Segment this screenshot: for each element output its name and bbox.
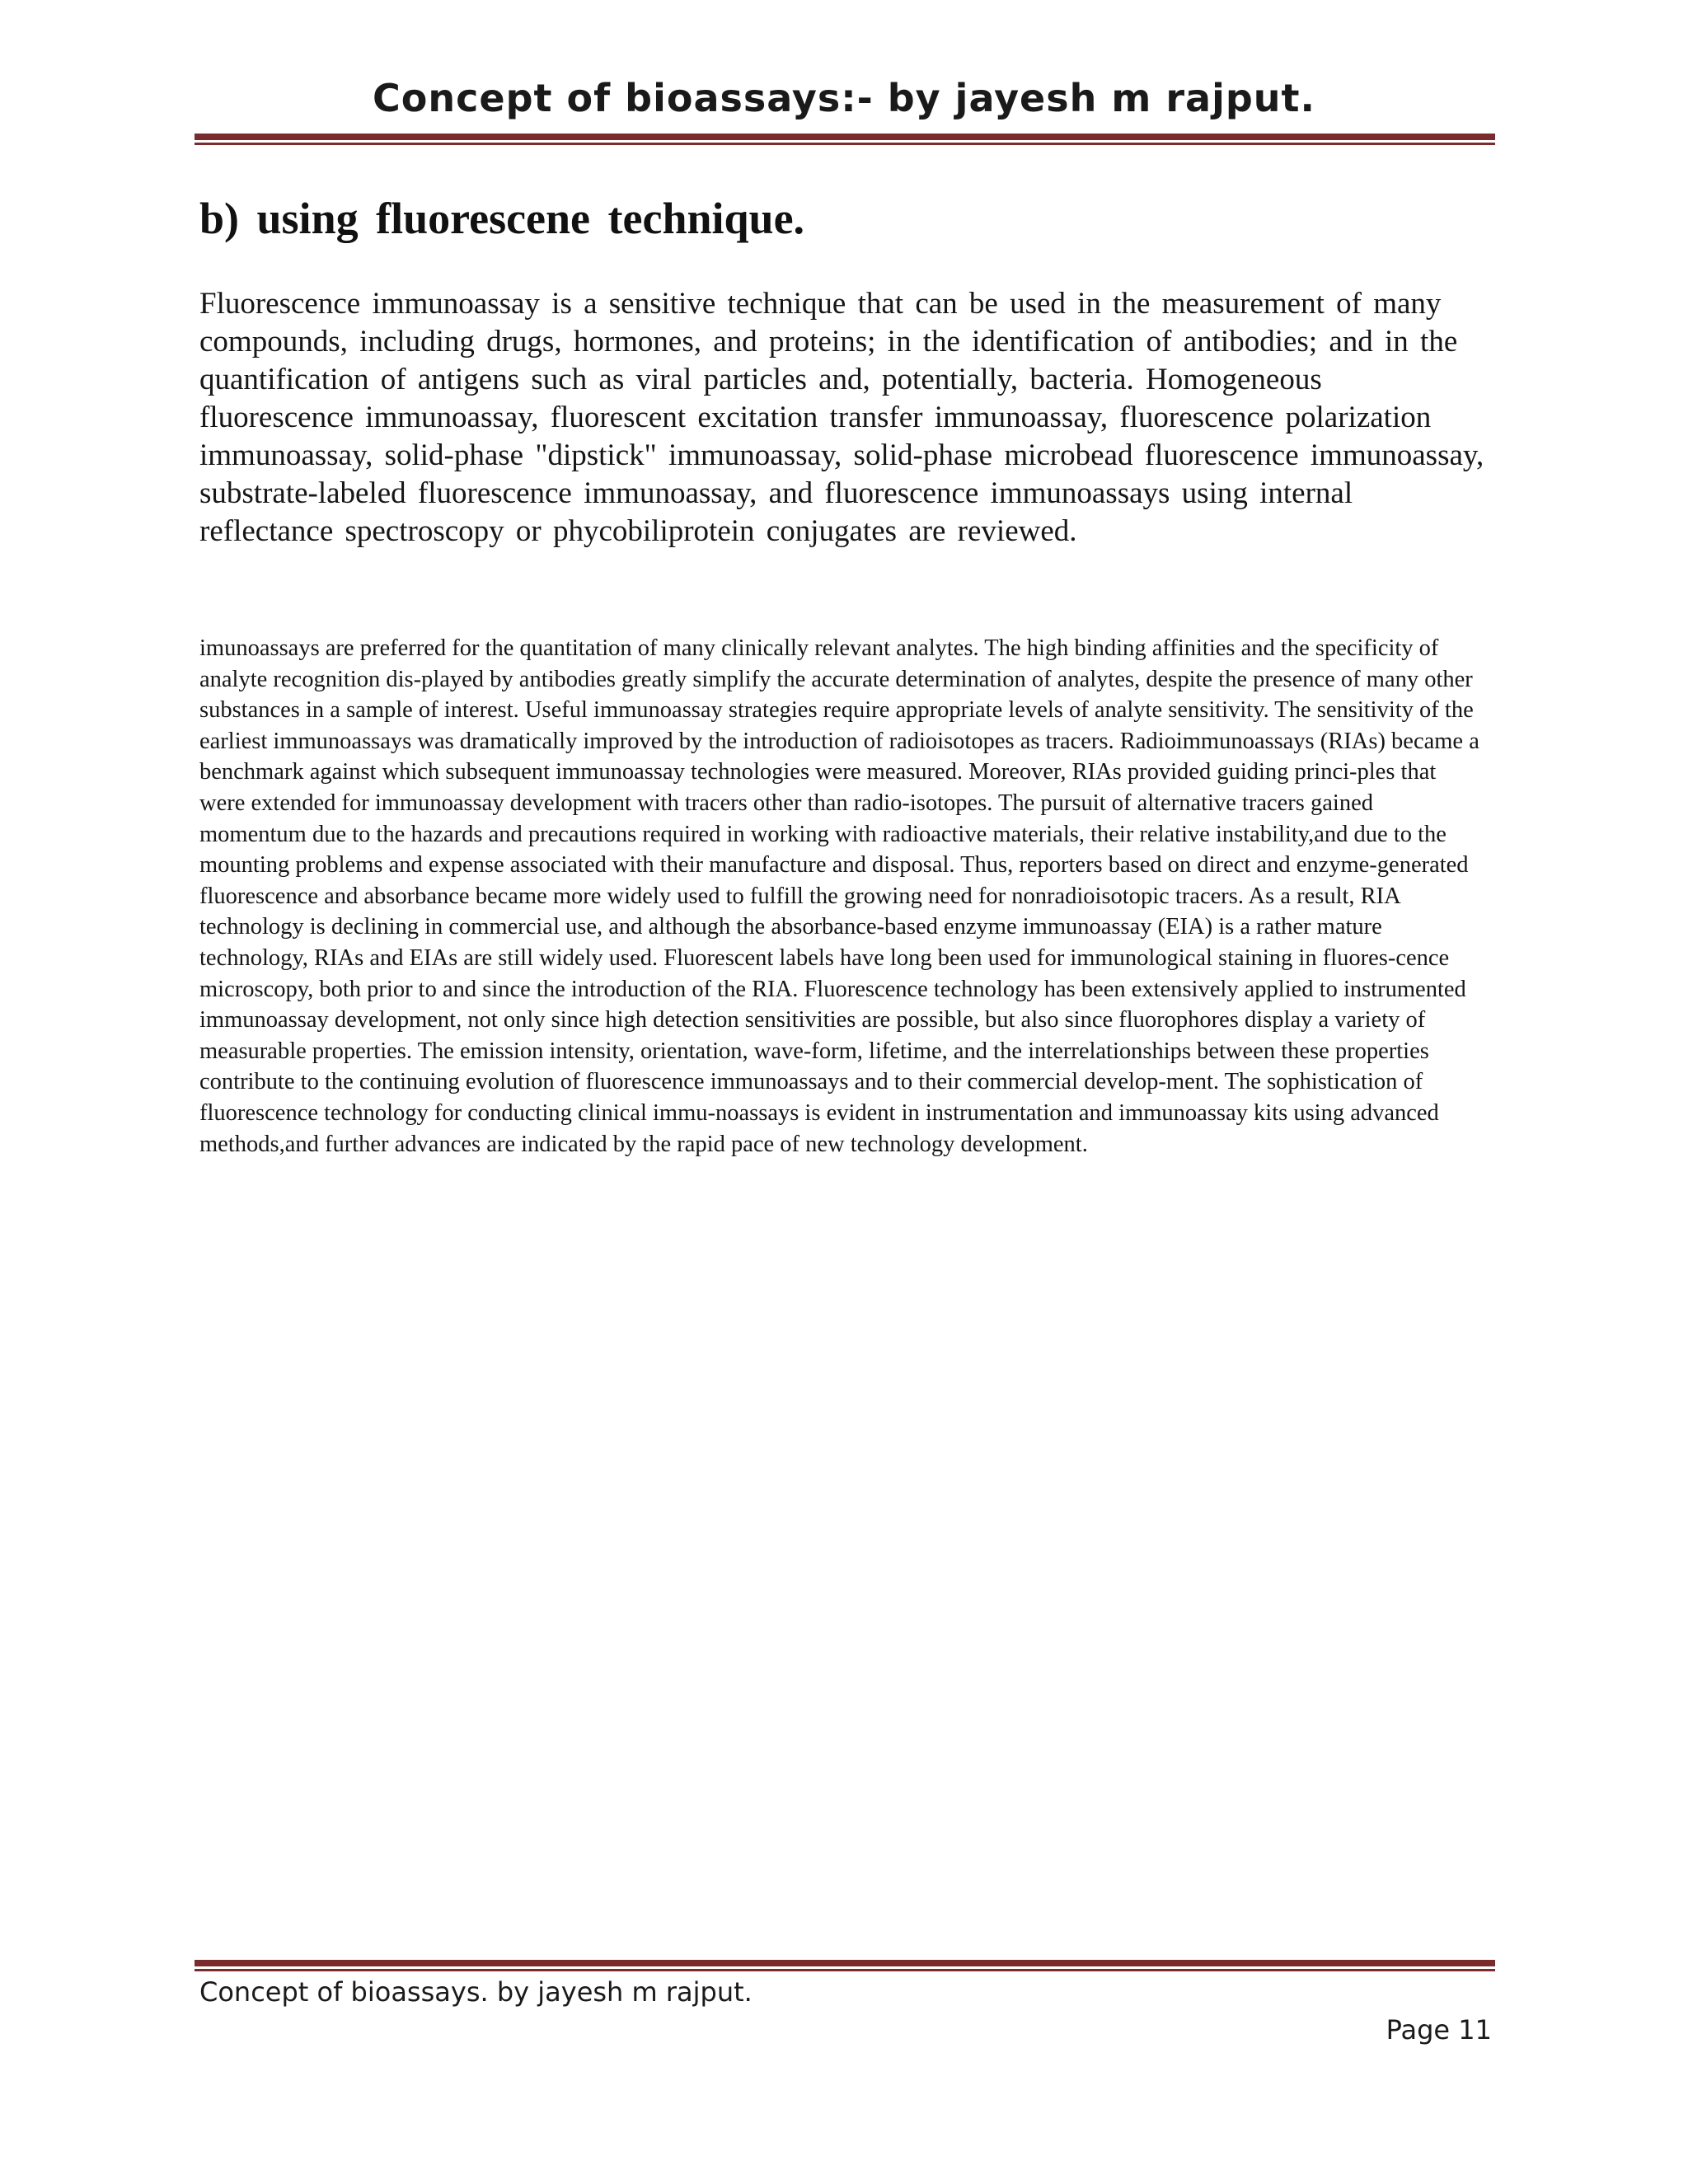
footer-text: Concept of bioassays. by jayesh m rajput. (199, 1976, 753, 2008)
page-header: Concept of bioassays:- by jayesh m rajput. (373, 76, 1315, 120)
section-heading: b) using fluorescene technique. (199, 194, 805, 243)
page-number: Page 11 (1386, 2014, 1492, 2046)
body-paragraph: imunoassays are preferred for the quantitation of many clinically relevant analytes. The high binding affinities and the specificity of analyte recognition dis-played by antibodies greatly simplify the accurate determination of analytes, despite the presence of many other substances in a sample of interest. Useful immunoassay strategies require appropriate levels of analyte sensitivity. The sensitivity of the earliest immunoassays was dramatically improved by the introduction of radioisotopes as tracers. Radioimmunoassays (RIAs) became a benchmark against which subsequent immunoassay technologies were measured. Moreover, RIAs provided guiding princi-ples that were extended for immunoassay development with tracers other than radio-isotopes. The pursuit of alternative tracers gained momentum due to the hazards and precautions required in working with radioactive materials, their relative instability,and due to the mounting problems and expense associated with their manufacture and disposal. Thus, reporters based on direct and enzyme-generated fluorescence and absorbance became more widely used to fulfill the growing need for nonradioisotopic tracers. As a result, RIA technology is declining in commercial use, and although the absorbance-based enzyme immunoassay (EIA) is a rather mature technology, RIAs and EIAs are still widely used. Fluorescent labels have long been used for immunological staining in fluores-cence microscopy, both prior to and since the introduction of the RIA. Fluorescence technology has been extensively applied to instrumented immunoassay development, not only since high detection sensitivities are possible, but also since fluorophores display a variety of measurable properties. The emission intensity, orientation, wave-form, lifetime, and the interrelationships between these properties contribute to the continuing evolution of fluorescence immunoassays and to their commercial develop-ment. The sophistication of fluorescence technology for conducting clinical immu-noassays is evident in instrumentation and immunoassay kits using advanced methods,and further advances are indicated by the rapid pace of new technology development. (199, 635, 1479, 1157)
header-divider (195, 134, 1495, 145)
intro-paragraph: Fluorescence immunoassay is a sensitive technique that can be used in the measurement of many compounds, including drugs, hormones, and proteins; in the identification of antibodies; and in the quantification of antigens such as viral particles and, potentially, bacteria. Homogeneous fluorescence immunoassay, fluorescent excitation transfer immunoassay, fluorescence polarization immunoassay, solid-phase "dipstick" immunoassay, solid-phase microbead fluorescence immunoassay, substrate-labeled fluorescence immunoassay, and fluorescence immunoassays using internal reflectance spectroscopy or phycobiliprotein conjugates are reviewed. (199, 287, 1484, 548)
footer-divider (195, 1960, 1495, 1971)
